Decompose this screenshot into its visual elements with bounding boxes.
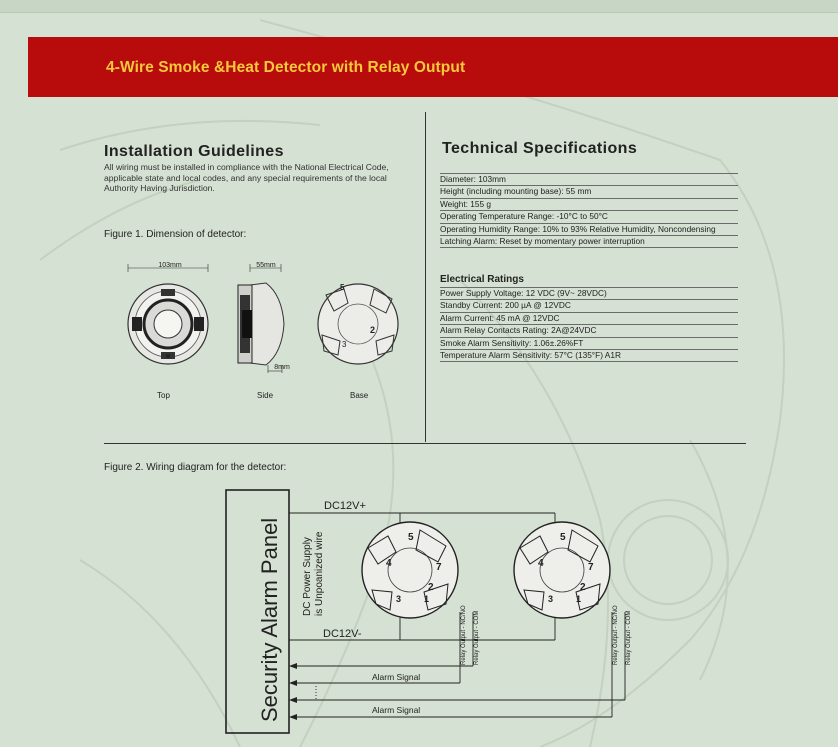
relay-com-label-1: Relay Output - COM <box>474 610 480 665</box>
dc-minus-label: DC12V- <box>323 628 362 640</box>
relay-nc-label-2: Relay Output - NC/NO <box>613 605 619 665</box>
spec-item: Operating Temperature Range: -10°C to 50°C <box>440 210 738 222</box>
dim-top-label: 103mm <box>158 262 182 269</box>
detector-base-2 <box>514 522 610 618</box>
label-base: Base <box>350 391 369 400</box>
terminal-5: 5 <box>408 532 414 543</box>
terminal-3: 3 <box>548 594 554 604</box>
alarm-signal-label-2: Alarm Signal <box>372 705 421 715</box>
spec-item: Operating Humidity Range: 10% to 93% Relative Humidity, Noncondensing <box>440 223 738 235</box>
detector-base-1 <box>362 522 458 618</box>
terminal-3: 3 <box>396 594 402 604</box>
terminal-4: 4 <box>386 558 392 569</box>
svg-text:2: 2 <box>370 325 376 335</box>
figure1-caption: Figure 1. Dimension of detector: <box>104 229 247 240</box>
terminal-1: 1 <box>424 594 430 604</box>
panel-label: Security Alarm Panel <box>257 517 282 722</box>
terminal-2: 2 <box>580 582 586 593</box>
terminal-2: 2 <box>428 582 434 593</box>
electrical-item: Standby Current: 200 µA @ 12VDC <box>440 299 738 311</box>
installation-text: All wiring must be installed in compliance with the National Electrical Code, applicable state and local codes, and any special requirements of the local Authority Having Jurisdiction. <box>104 162 389 193</box>
terminal-7: 7 <box>588 562 594 573</box>
terminal-1: 1 <box>576 594 582 604</box>
figure2-caption: Figure 2. Wiring diagram for the detector: <box>104 462 287 473</box>
electrical-item: Alarm Relay Contacts Rating: 2A@24VDC <box>440 324 738 336</box>
terminal-5: 5 <box>560 532 566 543</box>
supply-label-1: DC Power Supply <box>302 537 313 616</box>
terminal-4: 4 <box>538 558 544 569</box>
terminal-7: 7 <box>436 562 442 573</box>
relay-nc-label-1: Relay Output - NC/NO <box>461 605 467 665</box>
banner-title: 4-Wire Smoke &Heat Detector with Relay Output <box>106 59 466 76</box>
alarm-signal-label-1: Alarm Signal <box>372 672 421 682</box>
spec-item: Diameter: 103mm <box>440 173 738 185</box>
dim-side-label: 55mm <box>256 262 276 269</box>
dc-plus-label: DC12V+ <box>324 500 366 512</box>
tech-heading: Technical Specifications <box>442 140 638 157</box>
dim-side-small-label: 8mm <box>274 364 290 371</box>
label-side: Side <box>257 391 274 400</box>
label-top: Top <box>157 391 170 400</box>
electrical-item: Temperature Alarm Sensitivity: 57°C (135°F) A1R <box>440 349 738 362</box>
supply-label-2: is Unpoanized wire <box>314 531 325 616</box>
relay-com-label-2: Relay Output - COM <box>626 610 632 665</box>
electrical-item: Alarm Current: 45 mA @ 12VDC <box>440 312 738 324</box>
electrical-heading: Electrical Ratings <box>440 274 524 285</box>
spec-item: Height (including mounting base): 55 mm <box>440 185 738 197</box>
electrical-item: Power Supply Voltage: 12 VDC (9V~ 28VDC) <box>440 287 738 299</box>
spec-item: Latching Alarm: Reset by momentary power interruption <box>440 235 738 248</box>
electrical-item: Smoke Alarm Sensitivity: 1.06±.26%FT <box>440 337 738 349</box>
svg-text:3: 3 <box>342 340 347 349</box>
spec-item: Weight: 155 g <box>440 198 738 210</box>
installation-heading: Installation Guidelines <box>104 143 284 160</box>
svg-text:5: 5 <box>340 283 345 292</box>
